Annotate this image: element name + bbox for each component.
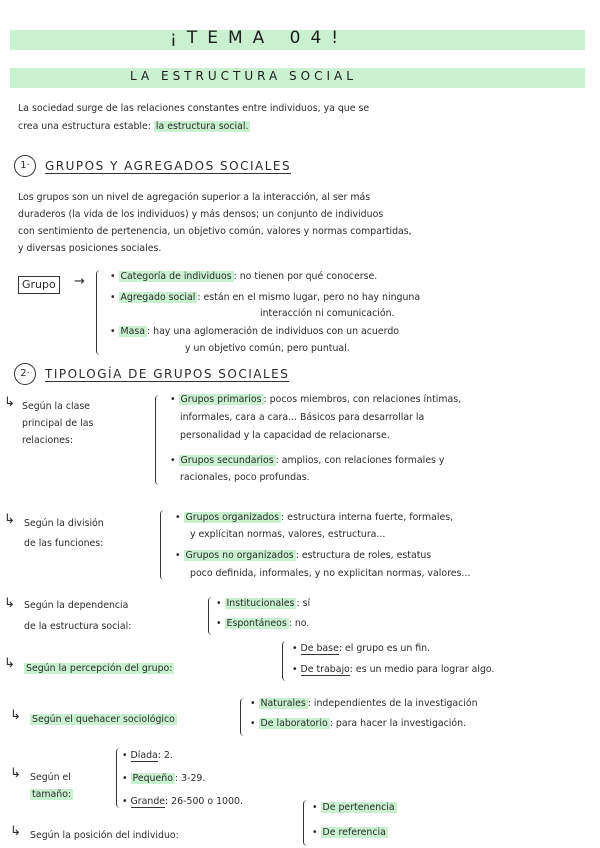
term-highlight: De laboratorio bbox=[260, 718, 328, 729]
arrow-icon: → bbox=[74, 274, 85, 289]
brace-icon bbox=[303, 800, 309, 846]
term-highlight: Grupos secundarios bbox=[180, 455, 274, 466]
arrow-icon: ↳ bbox=[4, 596, 15, 611]
term-definition: : sí bbox=[296, 598, 311, 609]
intro-line-1: La sociedad surge de las relaciones constantes entre individuos, ya que se bbox=[18, 103, 370, 114]
section-1-paragraph-line: Los grupos son un nivel de agregación superior a la interacción, al ser más bbox=[18, 192, 371, 203]
term-highlight: Masa bbox=[120, 326, 145, 337]
term-highlight: Naturales bbox=[260, 698, 306, 709]
criterion-6-label bbox=[30, 787, 73, 803]
term-definition: : el grupo es un fin. bbox=[338, 643, 431, 654]
term-underlined: De trabajo bbox=[300, 664, 350, 675]
grupo-item-1: • Categoría de individuos : no tienen por qué conocerse. bbox=[110, 271, 378, 282]
arrow-icon: ↳ bbox=[10, 766, 21, 781]
section-1-number: 1· bbox=[14, 155, 36, 177]
grupo-item-3-cont: y un objetivo común, pero puntual. bbox=[185, 343, 350, 354]
criterion-4-item-2: • De trabajo: es un medio para lograr algo. bbox=[292, 664, 495, 675]
criterion-text: Según la clase bbox=[22, 401, 91, 412]
criterion-text: tamaño: bbox=[32, 789, 72, 800]
intro-highlight: la estructura social. bbox=[155, 121, 249, 132]
criterion-6-item-3: • Grande: 26-500 o 1000. bbox=[122, 796, 243, 807]
criterion-2-item-1: • Grupos organizados : estructura interna fuerte, formales, bbox=[175, 512, 454, 523]
criterion-5-label bbox=[30, 712, 177, 728]
term-definition: : no. bbox=[288, 618, 310, 629]
grupo-item-2-cont: interacción ni comunicación. bbox=[260, 308, 395, 319]
section-1-paragraph-line: con sentimiento de pertenencia, un objetivo común, valores y normas compartidas, bbox=[18, 226, 412, 237]
arrow-icon: ↳ bbox=[4, 512, 15, 527]
term-highlight: De pertenencia bbox=[322, 802, 395, 813]
term-definition: : estructura de roles, estatus bbox=[295, 550, 432, 561]
criterion-6-item-1: • Díada: 2. bbox=[122, 750, 173, 761]
term-underlined: Díada bbox=[130, 750, 158, 761]
section-1-title: GRUPOS Y AGREGADOS SOCIALES bbox=[45, 159, 292, 173]
intro-line-2 bbox=[18, 119, 250, 135]
criterion-4-item-1: • De base: el grupo es un fin. bbox=[292, 643, 431, 654]
criterion-1-item-2: • Grupos secundarios : amplios, con relaciones formales y bbox=[170, 455, 445, 466]
criterion-3-label: de la estructura social: bbox=[24, 621, 132, 632]
term-definition: : 2. bbox=[157, 750, 173, 761]
term-underlined: Grande bbox=[130, 796, 166, 807]
criterion-1-label: principal de las bbox=[22, 418, 94, 429]
section-2-number: 2· bbox=[14, 363, 36, 385]
term-definition: : están en el mismo lugar, pero no hay ninguna bbox=[197, 292, 421, 303]
term-highlight: Grupos no organizados bbox=[185, 550, 294, 561]
term-definition: : 26-500 o 1000. bbox=[165, 796, 243, 807]
criterion-6-item-2: • Pequeño : 3-29. bbox=[122, 773, 206, 784]
arrow-icon: ↳ bbox=[4, 656, 15, 671]
criterion-text: Según la percepción del grupo: bbox=[26, 663, 173, 674]
criterion-5-item-1: • Naturales : independientes de la investigación bbox=[250, 698, 478, 709]
grupo-item-3: • Masa : hay una aglomeración de individuos con un acuerdo bbox=[110, 326, 400, 337]
term-highlight: De referencia bbox=[322, 827, 386, 838]
grupo-item-2: • Agregado social : están en el mismo lugar, pero no hay ninguna bbox=[110, 292, 421, 303]
term-definition: : independientes de la investigación bbox=[307, 698, 478, 709]
criterion-1-item-1-cont: personalidad y la capacidad de relacionarse. bbox=[180, 430, 390, 441]
term-highlight: Agregado social bbox=[120, 292, 196, 303]
term-definition: : amplios, con relaciones formales y bbox=[275, 455, 445, 466]
arrow-icon: ↳ bbox=[10, 824, 21, 839]
criterion-7-label: Según la posición del individuo: bbox=[30, 830, 179, 841]
criterion-7-item-2: • De referencia bbox=[312, 827, 386, 838]
term-highlight: Pequeño bbox=[132, 773, 173, 784]
term-highlight: Grupos primarios bbox=[180, 394, 262, 405]
term-definition: : pocos miembros, con relaciones íntimas, bbox=[263, 394, 462, 405]
term-definition: : no tienen por qué conocerse. bbox=[233, 271, 378, 282]
arrow-icon: ↳ bbox=[4, 395, 15, 410]
criterion-1-label bbox=[22, 399, 90, 415]
term-highlight: Grupos organizados bbox=[185, 512, 280, 523]
brace-icon bbox=[160, 510, 166, 580]
term-highlight: Categoría de individuos bbox=[120, 271, 232, 282]
term-definition: : 3-29. bbox=[174, 773, 206, 784]
criterion-1-item-1: • Grupos primarios : pocos miembros, con relaciones íntimas, bbox=[170, 394, 462, 405]
grupo-box-label: Grupo bbox=[18, 276, 60, 294]
section-1-paragraph-line: y diversas posiciones sociales. bbox=[18, 243, 162, 254]
term-definition: : hay una aglomeración de individuos con un acuerdo bbox=[146, 326, 400, 337]
criterion-6-label: Según el bbox=[30, 772, 71, 783]
criterion-2-item-1-cont: y explícitan normas, valores, estructura... bbox=[190, 529, 386, 540]
criterion-7-item-1: • De pertenencia bbox=[312, 802, 395, 813]
criterion-text: Según el quehacer sociológico bbox=[32, 714, 175, 725]
criterion-1-label: relaciones: bbox=[22, 435, 74, 446]
criterion-3-label: Según la dependencia bbox=[24, 600, 129, 611]
term-definition: : es un medio para lograr algo. bbox=[349, 664, 495, 675]
criterion-5-item-2: • De laboratorio : para hacer la investigación. bbox=[250, 718, 467, 729]
brace-icon bbox=[282, 641, 288, 681]
brace-icon bbox=[208, 597, 214, 635]
term-definition: : estructura interna fuerte, formales, bbox=[281, 512, 454, 523]
criterion-4-label bbox=[24, 661, 174, 677]
term-highlight: Institucionales bbox=[226, 598, 295, 609]
criterion-3-item-2: • Espontáneos : no. bbox=[216, 618, 310, 629]
criterion-2-item-2-cont: poco definida, informales, y no explicitan normas, valores... bbox=[190, 568, 471, 579]
section-1-paragraph-line: duraderos (la vida de los individuos) y más densos; un conjunto de individuos bbox=[18, 209, 384, 220]
brace-icon bbox=[155, 395, 161, 485]
criterion-2-label: de las funciones: bbox=[24, 538, 104, 549]
criterion-2-label: Según la división bbox=[24, 518, 104, 529]
page-subtitle: LA ESTRUCTURA SOCIAL bbox=[130, 69, 357, 83]
brace-icon bbox=[96, 270, 102, 355]
criterion-2-item-2: • Grupos no organizados : estructura de roles, estatus bbox=[175, 550, 432, 561]
page-title: ¡TEMA 04! bbox=[170, 28, 349, 48]
brace-icon bbox=[240, 698, 246, 736]
criterion-1-item-1-cont: informales, cara a cara... Básicos para desarrollar la bbox=[180, 412, 425, 423]
term-underlined: De base bbox=[300, 643, 339, 654]
section-2-title: TIPOLOGÍA DE GRUPOS SOCIALES bbox=[45, 367, 290, 381]
term-highlight: Espontáneos bbox=[226, 618, 287, 629]
intro-line-2a: crea una estructura estable: bbox=[18, 121, 151, 132]
arrow-icon: ↳ bbox=[10, 708, 21, 723]
criterion-3-item-1: • Institucionales : sí bbox=[216, 598, 311, 609]
criterion-1-item-2-cont: racionales, poco profundas. bbox=[180, 472, 310, 483]
term-definition: : para hacer la investigación. bbox=[329, 718, 467, 729]
